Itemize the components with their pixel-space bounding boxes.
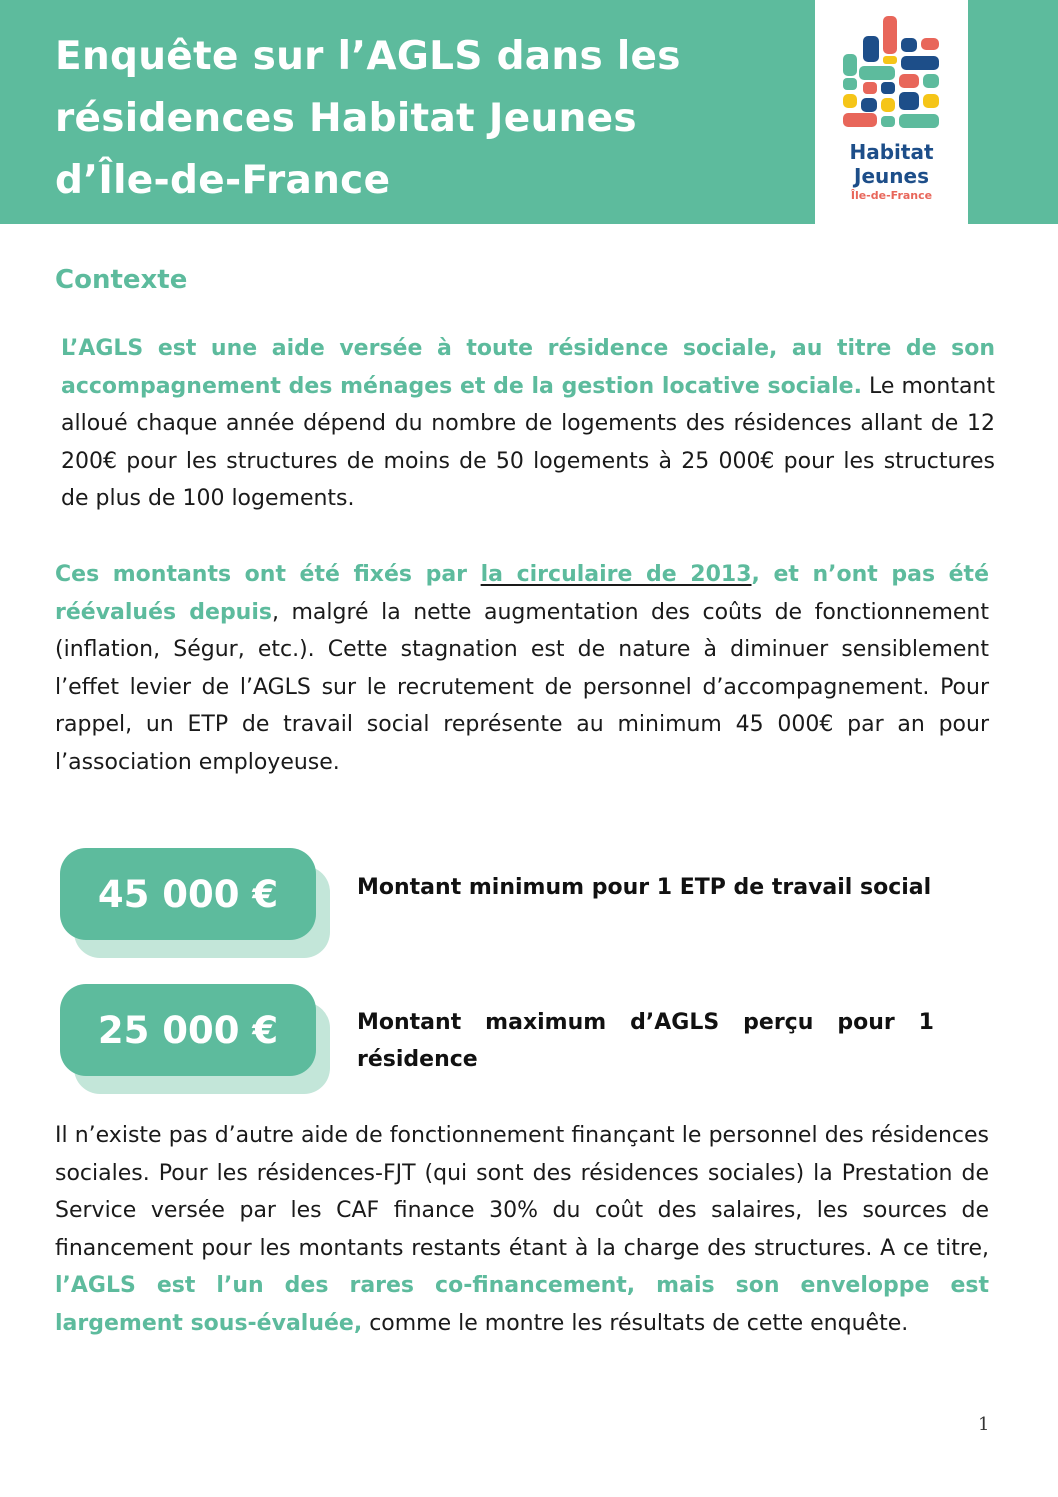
logo-mosaic-icon bbox=[843, 16, 943, 131]
logo-text-line-3: Île-de-France bbox=[850, 189, 933, 202]
stat-value-badge: 25 000 € bbox=[60, 984, 316, 1076]
stat-value-badge: 45 000 € bbox=[60, 848, 316, 940]
paragraph-1-text: Le montant alloué chaque année dépend du nombre de logements des résidences allant de 12 200€ pour les structures de moins de 50 logements à 25 000€ pour les structures de plus de 100 logements. bbox=[61, 373, 995, 511]
paragraph-3-highlight: l’AGLS est l’un des rares co-financement, mais son enveloppe est largement sous-évaluée, bbox=[55, 1273, 989, 1336]
section-title: Contexte bbox=[55, 265, 188, 295]
title-line-2: résidences Habitat Jeunes bbox=[55, 96, 637, 141]
paragraph-2-text: , malgré la nette augmentation des coûts de fonctionnement (inflation, Ségur, etc.). Cette stagnation est de nature à diminuer sensiblement l’effet levier de l’AGLS sur le recrutement de personnel d’accompagnement. Pour rappel, un ETP de travail social représente au minimum 45 000€ par an pour l’association employeuse. bbox=[55, 599, 989, 775]
logo-text-line-2: Jeunes bbox=[854, 164, 929, 188]
logo bbox=[815, 0, 968, 224]
page-number: 1 bbox=[978, 1414, 990, 1435]
paragraph-3-text: Il n’existe pas d’autre aide de fonctionnement finançant le personnel des résidences sociales. Pour les résidences-FJT (qui sont des résidences sociales) la Prestation de Service versée par les CAF finance 30% du coût des salaires, les sources de financement pour les montants restants étant à la charge des structures. A ce titre, bbox=[55, 1123, 989, 1261]
stat-label-etp: Montant minimum pour 1 ETP de travail social bbox=[357, 875, 932, 900]
title-line-1: Enquête sur l’AGLS dans les bbox=[55, 34, 681, 79]
circulaire-2013-link[interactable]: la circulaire de 2013 bbox=[480, 562, 752, 587]
paragraph-3-text-end: comme le montre les résultats de cette enquête. bbox=[362, 1310, 909, 1336]
stat-card-etp bbox=[60, 848, 330, 958]
paragraph-aid-description bbox=[61, 330, 995, 518]
page-title bbox=[55, 26, 795, 212]
paragraph-funding-stagnation bbox=[55, 556, 989, 781]
title-line-3: d’Île-de-France bbox=[55, 158, 391, 203]
stat-label-agls: Montant maximum d’AGLS perçu pour 1 résidence bbox=[357, 1010, 934, 1072]
paragraph-2-highlight-end: , et n’ont pas été réévalués depuis bbox=[55, 562, 989, 625]
paragraph-2-highlight-start: Ces montants ont été fixés par bbox=[55, 562, 481, 587]
stat-card-agls bbox=[60, 984, 330, 1094]
header-band bbox=[0, 0, 1058, 224]
paragraph-other-funding bbox=[55, 1117, 989, 1342]
paragraph-1-highlight: L’AGLS est une aide versée à toute résidence sociale, au titre de son accompagnement des ménages et de la gestion locative sociale. bbox=[61, 336, 995, 399]
logo-text-line-1: Habitat bbox=[849, 140, 934, 164]
